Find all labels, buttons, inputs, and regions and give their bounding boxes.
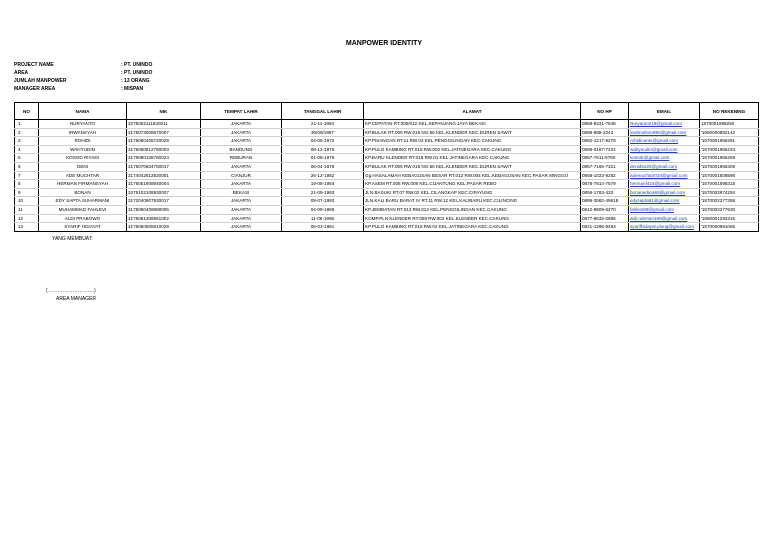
cell-tempat-lahir: JAKARTA <box>201 205 282 214</box>
cell-no-rekening: '1660000882142 <box>700 128 759 137</box>
cell-email[interactable]: rohidicantu@gmail.com <box>629 137 700 146</box>
column-header-tanggal-lahir: TANGGAL LAHIR <box>282 103 364 120</box>
cell-no: 1 <box>15 120 39 129</box>
cell-no-hp: 0857-7611-5760 <box>581 154 629 163</box>
meta-value: : PT. UNINDO <box>121 70 153 76</box>
meta-row <box>14 69 152 77</box>
cell-alamat: KP.PISANGAN RT.11 RW.03 KEL.PENGGILINGAN KEC.CAKUNG <box>364 137 581 146</box>
meta-row <box>14 77 152 85</box>
cell-tempat-lahir: BANDUNG <box>201 145 282 154</box>
cell-nik: 3174042612820001 <box>127 171 201 180</box>
column-header-no-rekening: NO REKENING <box>700 103 759 120</box>
table-row <box>15 205 759 214</box>
meta-value: : MISPAN <box>121 86 144 92</box>
cell-tempat-lahir: JAKARTA <box>201 223 282 232</box>
cell-nik: 3175080108760024 <box>127 154 201 163</box>
meta-key: AREA <box>14 70 29 76</box>
column-header-alamat: ALAMAT <box>364 103 581 120</box>
table-row <box>15 128 759 137</box>
cell-tanggal-lahir: 05-03-1981 <box>282 223 364 232</box>
cell-no-hp: 0882-1217-8278 <box>581 137 629 146</box>
cell-no-hp: 0877-8632-0695 <box>581 214 629 223</box>
meta-row <box>14 85 152 93</box>
cell-tanggal-lahir: 01-08-1976 <box>282 154 364 163</box>
cell-tanggal-lahir: 11-06-1995 <box>282 214 364 223</box>
cell-tanggal-lahir: 21-11-1984 <box>282 120 364 129</box>
cell-alamat: KP.JEMBATAN RT.013 RW.012 KEL.PENGGILINGAN KEC.CAKUNG <box>364 205 581 214</box>
cell-no-rekening: '1570001966234 <box>700 145 759 154</box>
cell-tanggal-lahir: 08-12-1975 <box>282 145 364 154</box>
cell-email[interactable]: kosodr@gmail.com <box>629 154 700 163</box>
cell-tanggal-lahir: 21-09-1993 <box>282 188 364 197</box>
cell-nama: ROHIDI <box>39 137 127 146</box>
meta-key: PROJECT NAME <box>14 62 54 68</box>
cell-tempat-lahir: JAKARTA <box>201 162 282 171</box>
cell-nik: 3175051908840004 <box>127 180 201 189</box>
cell-email[interactable]: aldi.rahman199@gmail.com <box>629 214 700 223</box>
column-header-no: NO <box>15 103 39 120</box>
cell-no-rekening: '1570002277630 <box>700 205 759 214</box>
cell-no: 13 <box>15 223 39 232</box>
prepared-by-label: YANG MEMBUAT: <box>52 236 93 242</box>
cell-tempat-lahir: REBURAN <box>201 154 282 163</box>
meta-value: : 13 ORANG <box>121 78 150 84</box>
cell-no: 7 <box>15 171 39 180</box>
cell-no-rekening: 1570001998250 <box>700 120 759 129</box>
table-row <box>15 162 759 171</box>
cell-nama: BONAN <box>39 188 127 197</box>
cell-no-hp: 0898-988-2243 <box>581 128 629 137</box>
cell-no-hp: 0896-0187-7224 <box>581 145 629 154</box>
cell-no-rekening: '1570002277358 <box>700 197 759 206</box>
cell-nama: EDY SAPTA SUHARMANI <box>39 197 127 206</box>
cell-email[interactable]: Nuryanto218@gmail.com <box>629 120 700 129</box>
cell-no-hp: 0821-1296-8493 <box>581 223 629 232</box>
cell-alamat: KP.PULO KAMBING RT.015 RW.02 KEL.JATINEGARA KEC.CAKUNG <box>364 223 581 232</box>
table-row <box>15 223 759 232</box>
cell-nik: 3275052111840011 <box>127 120 201 129</box>
cell-no: 5 <box>15 154 39 163</box>
cell-nik: 3172040907930017 <box>127 197 201 206</box>
table-row <box>15 120 759 129</box>
cell-email[interactable]: bonanedara69@gmail.com <box>629 188 700 197</box>
cell-no-rekening: '1570001966291 <box>700 137 759 146</box>
cell-alamat: KOMP.PLN KLENDER RT.009 RW.002 KEL.KLENDER KEC.CAKUNG <box>364 214 581 223</box>
column-header-email: EMAIL <box>629 103 700 120</box>
cell-no-rekening: '1570001598318 <box>700 180 759 189</box>
cell-tanggal-lahir: 09-07-1993 <box>282 197 364 206</box>
table-row <box>15 180 759 189</box>
cell-nama: DENI <box>39 162 127 171</box>
cell-no: 11 <box>15 205 39 214</box>
cell-nik: 3175070604760017 <box>127 162 201 171</box>
cell-nama: ADE MUCHTAR <box>39 171 127 180</box>
cell-nama: MUHAMMAD FAHLEVI <box>39 205 127 214</box>
meta-key: JUMLAH MANPOWER <box>14 78 67 84</box>
cell-nama: KOSOD RIYADI <box>39 154 127 163</box>
cell-alamat: KP.PULO KAMBING RT.015 RW.002 KEL.JATINEGARA KEC.CAKUNG <box>364 145 581 154</box>
cell-no: 6 <box>15 162 39 171</box>
cell-nama: ALDI PRABOWO <box>39 214 127 223</box>
cell-nama: HERMAN FIRMANSYAH <box>39 180 127 189</box>
cell-no: 10 <box>15 197 39 206</box>
table-row <box>15 145 759 154</box>
cell-nik: 3175061306951002 <box>127 214 201 223</box>
cell-email[interactable]: fahlevi59@gmail.com <box>629 205 700 214</box>
cell-no-hp: 0858-1023-9282 <box>581 171 629 180</box>
table-row <box>15 214 759 223</box>
meta-key: MANAGER AREA <box>14 86 56 92</box>
cell-nik: 3175073008870007 <box>127 128 201 137</box>
cell-email[interactable]: lewiirosbon890@gmail.com <box>629 128 700 137</box>
cell-no-hp: 0858-8331-7548 <box>581 120 629 129</box>
table-row <box>15 137 759 146</box>
cell-tanggal-lahir: 04-09-1988 <box>282 205 364 214</box>
column-header-tempat-lahir: TEMPAT LAHIR <box>201 103 282 120</box>
cell-no-rekening: '1570000991065 <box>700 223 759 232</box>
cell-no: 2 <box>15 128 39 137</box>
manpower-table <box>14 102 759 232</box>
cell-no-hp: 0856-1763-433 <box>581 188 629 197</box>
cell-email[interactable]: denid5420@gmail.com <box>629 162 700 171</box>
cell-alamat: KP.ASEM RT.008 RW.009 KEL.CIJANTUNG KEL.PASAR REBO <box>364 180 581 189</box>
cell-nik: 3175060405720029 <box>127 137 201 146</box>
cell-tempat-lahir: JAKARTA <box>201 180 282 189</box>
cell-alamat: JLN.BASUKI RT.07 RW.02 KEL.CILANGKAP KEC.CIPAYUNG <box>364 188 581 197</box>
cell-nik: 3175060409880005 <box>127 205 201 214</box>
cell-no-hp: 0895-3582-49618 <box>581 197 629 206</box>
table-row <box>15 197 759 206</box>
cell-no-rekening: '1570001608596 <box>700 171 759 180</box>
page-title: MANPOWER IDENTITY <box>345 40 423 47</box>
cell-no-hp: 0857-7166-7321 <box>581 162 629 171</box>
cell-nama: IRWANSYAH <box>39 128 127 137</box>
cell-tanggal-lahir: 26-12-1982 <box>282 171 364 180</box>
table-row <box>15 154 759 163</box>
cell-nik: 3175060812750003 <box>127 145 201 154</box>
cell-no-hp: 0812-9809-6270 <box>581 205 629 214</box>
cell-alamat: KP.CEPATAN RT.005/022 KEL.SEPANJANG JAYA BEKASI <box>364 120 581 129</box>
cell-nama: NURYANTO <box>39 120 127 129</box>
cell-tanggal-lahir: 04-05-1972 <box>282 137 364 146</box>
cell-no-rekening: '1660001293315 <box>700 214 759 223</box>
cell-no: 12 <box>15 214 39 223</box>
cell-tempat-lahir: JAKARTA <box>201 120 282 129</box>
cell-tempat-lahir: JAKARTA <box>201 214 282 223</box>
cell-email[interactable]: syarifhidayat.plong@gmail.com <box>629 223 700 232</box>
signature-line: (……………………….) <box>46 288 96 294</box>
project-meta <box>14 61 152 93</box>
meta-row <box>14 61 152 69</box>
cell-no: 3 <box>15 137 39 146</box>
cell-alamat: JLN.KALI BARU BARAT IV RT.11 RW.12 KEL.KALIBARU KEC.CILINCING <box>364 197 581 206</box>
cell-nama: SYARIF HIDAYAT <box>39 223 127 232</box>
cell-no-rekening: '1570002974294 <box>700 188 759 197</box>
signer-role: AREA MANAGER <box>56 296 97 302</box>
cell-tempat-lahir: JAKARTA <box>201 128 282 137</box>
column-header-nik: NIK <box>127 103 201 120</box>
cell-email[interactable]: wahyuudin@gmail.com <box>629 145 700 154</box>
cell-tanggal-lahir: 19-08-1984 <box>282 180 364 189</box>
cell-nik: 3275102108930007 <box>127 188 201 197</box>
column-header-nama: NAMA <box>39 103 127 120</box>
cell-no-hp: 0878-7814-7579 <box>581 180 629 189</box>
cell-email[interactable]: edysapta81@gmail.com <box>629 197 700 206</box>
cell-tempat-lahir: JAKARTA <box>201 197 282 206</box>
cell-tempat-lahir: CIANJUR <box>201 171 282 180</box>
cell-tempat-lahir: BEKASI <box>201 188 282 197</box>
cell-alamat: Gg.HASALAMAH KEBAGUSAN BESAR RT.012 RW.004 KEL.KEBAGUSAN KEC.PASAR MINGGU <box>364 171 581 180</box>
cell-nik: 3175060505810029 <box>127 223 201 232</box>
cell-no-rekening: '1570001966259 <box>700 154 759 163</box>
meta-value: : PT. UNINDO <box>121 62 153 68</box>
cell-no: 9 <box>15 188 39 197</box>
cell-email[interactable]: hermanf424@gmail.com <box>629 180 700 189</box>
table-row <box>15 171 759 180</box>
cell-tanggal-lahir: 30/08/1987 <box>282 128 364 137</box>
cell-tanggal-lahir: 06-04-1976 <box>282 162 364 171</box>
cell-alamat: KP.BARU KLENDER RT.016 RW.01 KEL.JATINEGARA KEC.CAKUNG <box>364 154 581 163</box>
cell-nama: WAHYUDIN <box>39 145 127 154</box>
cell-no: 8 <box>15 180 39 189</box>
cell-email[interactable]: ademuchtar034@gmail.com <box>629 171 700 180</box>
cell-tempat-lahir: JAKARTA <box>201 137 282 146</box>
table-row <box>15 188 759 197</box>
cell-alamat: KP.BULAK RT.005 RW.016 NO.56 KEL.KLENDER KEC.DUREN SAWIT <box>364 162 581 171</box>
cell-alamat: KP.BULAK RT.005 RW.016 NO.56 KEL.KLENDER KEC.DUREN SAWIT <box>364 128 581 137</box>
cell-no: 4 <box>15 145 39 154</box>
table-header-row <box>15 103 759 120</box>
column-header-no-hp: NO HP <box>581 103 629 120</box>
cell-no-rekening: '1570001966309 <box>700 162 759 171</box>
